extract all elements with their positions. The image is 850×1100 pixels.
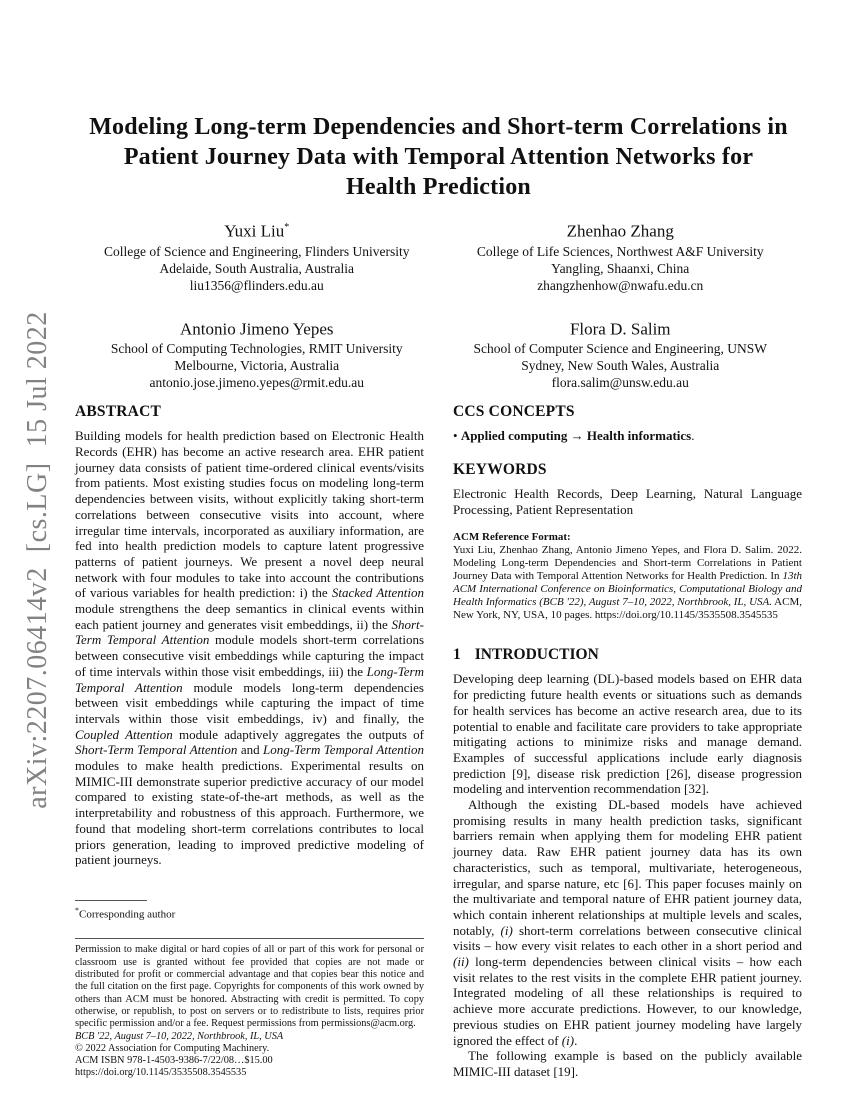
section-title: INTRODUCTION — [474, 646, 599, 664]
section-number: 1 — [453, 646, 461, 664]
author-zhenhao-zhang — [439, 217, 803, 294]
paper-page — [75, 0, 802, 1080]
author-antonio-jimeno-yepes — [75, 315, 439, 392]
doi-link: https://doi.org/10.1145/3535508.3545535 — [75, 1067, 247, 1079]
left-column — [75, 403, 424, 1079]
paper-title: Modeling Long-term Dependencies and Short-term Correlations in Patient Journey Data with Temporal Attention Networks for Health Prediction — [89, 114, 788, 200]
arxiv-watermark: arXiv:2207.06414v2 [cs.LG] 15 Jul 2022 — [22, 311, 53, 809]
author-name: Flora D. Salim — [569, 319, 671, 339]
footnote-rule — [75, 900, 147, 901]
two-column-body — [75, 403, 802, 1079]
copyright-line: © 2022 Association for Computing Machinery. — [75, 1042, 270, 1054]
right-column — [453, 403, 802, 1079]
ccs-concepts-heading: CCS CONCEPTS — [453, 403, 575, 421]
intro-paragraph-2: Although the existing DL-based models have achieved promising results in many health prediction tasks, significant barriers remain when applying them for modeling EHR patient journey data. Raw EHR patient journey data has its own characteristics, such as temporal, multivariate, heterogeneous, irregular, and sparse nature, etc [6]. This paper focuses mainly on the multivariate and temporal nature of EHR patient journey data, which contain inherent relationships at multiple levels and scales, notably, (i) short-term correlations between consecutive clinical visits – how every visit relates to each other in a short period and (ii) long-term dependencies between clinical visits – how each visit relates to the rest visits in the complete EHR patient journey. Integrated modeling of all these relationships is required to achieve more accurate predictions. However, to our knowledge, previous studies on EHR patient journey modeling have largely ignored the effect of (i). — [453, 797, 802, 1048]
acm-reference-text: Yuxi Liu, Zhenhao Zhang, Antonio Jimeno Yepes, and Flora D. Salim. 2022. Modeling Long-term Dependencies and Short-term Correlations in Patient Journey Data with Temporal Attention Networks for Health Prediction. In 13th ACM International Conference on Bioinformatics, Computational Biology and Health Informatics (BCB '22), August 7–10, 2022, Northbrook, IL, USA. ACM, New York, NY, USA, 10 pages. https://doi.org/10.1145/3535508.3545535 — [453, 544, 802, 622]
introduction-heading — [453, 646, 802, 664]
first-page-footer — [75, 900, 424, 1080]
keywords-heading: KEYWORDS — [453, 461, 547, 479]
author-location: Adelaide, South Australia, Australia — [159, 260, 355, 276]
author-name: Yuxi Liu* — [224, 221, 290, 241]
author-yuxi-liu — [75, 217, 439, 294]
author-affiliation: College of Life Sciences, Northwest A&F University — [476, 243, 764, 259]
keywords-text: Electronic Health Records, Deep Learning, Natural Language Processing, Patient Representation — [453, 486, 802, 517]
author-name: Antonio Jimeno Yepes — [180, 319, 334, 339]
author-location: Yangling, Shaanxi, China — [551, 260, 690, 276]
author-location: Melbourne, Victoria, Australia — [174, 358, 340, 374]
abstract-text: Building models for health prediction based on Electronic Health Records (EHR) has become an active research area. EHR patient journey data consists of patient time-ordered clinical events/visits from patients. Most existing studies focus on modeling long-term dependencies between visits, without explicitly taking short-term correlations between consecutive visits into account, where irregular time intervals, incorporated as auxiliary information, are fed into health prediction models to capture latent progressive patterns of patient journeys. We present a novel deep neural network with four modules to take into account the contributions of various variables for health prediction: i) the Stacked Attention module strengthens the deep semantics in clinical events within each patient journey and generates visit embeddings, ii) the Short-Term Temporal Attention module models short-term correlations between consecutive visit embeddings while capturing the impact of time intervals within those visit embeddings, iii) the Long-Term Temporal Attention module models long-term dependencies between visit embeddings while capturing the impact of time intervals within those visit embeddings, iv) and finally, the Coupled Attention module adaptively aggregates the outputs of Short-Term Temporal Attention and Long-Term Temporal Attention modules to make health predictions. Experimental results on MIMIC-III demonstrate superior predictive accuracy of our model compared to existing state-of-the-art methods, as well as the interpretability and robustness of this approach. Furthermore, we found that modeling short-term correlations contributes to local priors generation, leading to improved predictive modeling of patient journeys. — [75, 428, 424, 868]
author-email: liu1356@flinders.edu.au — [189, 277, 324, 293]
corresponding-author-footnote: *Corresponding author — [75, 905, 176, 921]
author-affiliation: College of Science and Engineering, Flinders University — [103, 243, 410, 259]
permission-statement: Permission to make digital or hard copies of all or part of this work for personal or classroom use is granted without fee provided that copies are not made or distributed for profit or commercial advantage and that copies bear this notice and the full citation on the first page. Copyrights for components of this work owned by others than ACM must be honored. Abstracting with credit is permitted. To copy otherwise, or republish, to post on servers or to redistribute to lists, requires prior specific permission and/or a fee. Request permissions from permissions@acm.org. — [75, 944, 424, 1030]
author-block — [75, 217, 802, 391]
author-email: antonio.jose.jimeno.yepes@rmit.edu.au — [149, 375, 364, 391]
corresponding-author-mark: * — [284, 222, 290, 233]
author-flora-salim — [439, 315, 803, 392]
copyright-permission-block — [75, 938, 424, 1079]
footnote-mark: * — [75, 905, 79, 915]
author-email: zhangzhenhow@nwafu.edu.cn — [537, 277, 704, 293]
acm-reference-format-heading: ACM Reference Format: — [453, 531, 571, 544]
isbn-line: ACM ISBN 978-1-4503-9386-7/22/08…$15.00 — [75, 1055, 273, 1067]
author-affiliation: School of Computer Science and Engineering, UNSW — [473, 341, 768, 357]
venue-line: BCB '22, August 7–10, 2022, Northbrook, IL, USA — [75, 1030, 284, 1042]
abstract-heading: ABSTRACT — [75, 403, 162, 421]
author-location: Sydney, New South Wales, Australia — [521, 358, 720, 374]
author-affiliation: School of Computing Technologies, RMIT University — [110, 341, 403, 357]
intro-paragraph-1: Developing deep learning (DL)-based models based on EHR data for predicting future health events or situations such as demands for health services has become an active research area, due to its potential to enable and facilitate care providers to take appropriate mitigating actions to minimize risks and manage demand. Examples of successful applications include early diagnosis prediction [9], disease risk prediction [26], disease progression modeling and intervention recommendation [32]. — [453, 671, 802, 797]
author-name: Zhenhao Zhang — [566, 221, 674, 241]
ccs-concepts-text: • Applied computing → Health informatics. — [453, 428, 695, 444]
intro-paragraph-3: The following example is based on the publicly available MIMIC-III dataset [19]. — [453, 1048, 802, 1079]
author-email: flora.salim@unsw.edu.au — [551, 375, 689, 391]
